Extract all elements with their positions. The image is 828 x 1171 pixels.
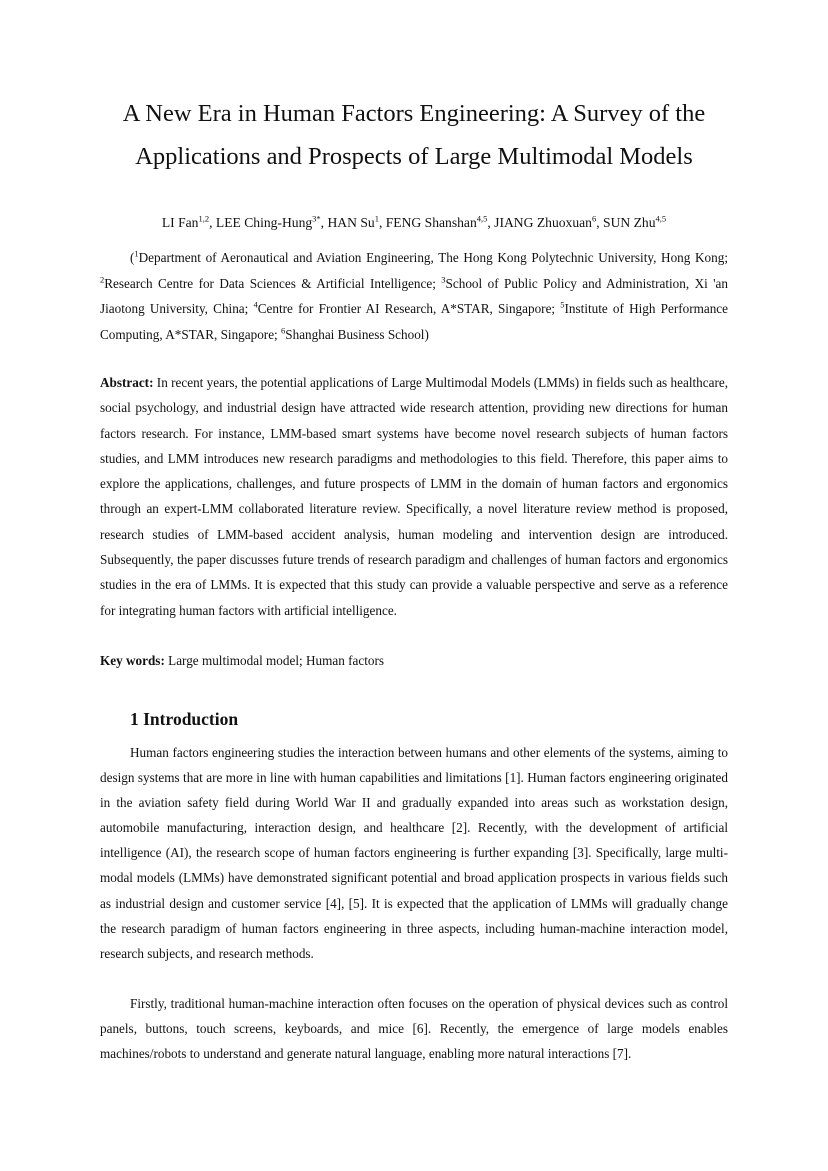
affiliation-mark: 1: [134, 248, 139, 259]
body-paragraph: Human factors engineering studies the interaction between humans and other elements of the systems, aiming to design systems that are more in line with human capabilities and limitations [1]. Human factors engineering originated in the aviation safety field during World War II and gradually expanded into areas such as workstation design, automobile manufacturing, interaction design, and healthcare [2]. Recently, with the development of artificial intelligence (AI), the research scope of human factors engineering is further expanding [3]. Specifically, large multi-modal models (LMMs) have demonstrated significant potential and broad application prospects in various fields such as industrial design and customer service [4], [5]. It is expected that the application of LMMs will gradually change the research paradigm of human factors engineering in three aspects, including human-machine interaction model, research subjects, and research methods.: [100, 745, 728, 961]
abstract-label: Abstract:: [100, 375, 154, 390]
author-name: JIANG Zhuoxuan: [494, 215, 592, 230]
author-name: HAN Su: [327, 215, 375, 230]
affiliation-open-paren: (: [130, 250, 135, 265]
author-affiliation-mark: 4,5: [655, 213, 667, 224]
body-paragraph: Firstly, traditional human-machine interaction often focuses on the operation of physical devices such as control panels, buttons, touch screens, keyboards, and mice [6]. Recently, the emergence of large models enables machines/robots to understand and generate natural language, enabling more natural interactions [7].: [100, 996, 728, 1062]
affiliation-mark: 2: [100, 274, 105, 285]
author-name: LI Fan: [161, 215, 199, 230]
affiliations: [100, 245, 728, 347]
affiliation-6: Shanghai Business School: [285, 326, 425, 342]
keywords: [100, 648, 728, 673]
keywords-label: Key words:: [100, 653, 165, 668]
section-heading: 1 Introduction: [130, 709, 239, 729]
affiliation-2: Research Centre for Data Sciences & Artificial Intelligence;: [104, 275, 442, 291]
paper-title: A New Era in Human Factors Engineering: A Survey of the Applications and Prospects of Large Multimodal Models: [122, 100, 706, 170]
author-affiliation-mark: 1,2: [198, 213, 210, 224]
affiliation-3: School of Public Policy and Administration, Xi 'an Jiaotong University, China;: [100, 275, 729, 316]
keywords-text: Large multimodal model; Human factors: [164, 653, 384, 668]
affiliation-mark: 5: [560, 299, 565, 310]
author-affiliation-mark: 1: [374, 213, 379, 224]
author-affiliation-mark: 3*: [312, 213, 321, 224]
abstract-text: In recent years, the potential applications of Large Multimodal Models (LMMs) in fields such as healthcare, social psychology, and industrial design have attracted wide research attention, providing new directions for human factors research. For instance, LMM-based smart systems have become novel research subjects of human factors studies, and LMM introduces new research paradigms and methodologies to this field. Therefore, this paper aims to explore the applications, challenges, and future prospects of LMM in the domain of human factors and ergonomics through an expert-LMM collaborated literature review. Specifically, a novel literature review method is proposed, research studies of LMM-based accident analysis, human modeling and intervention design are introduced. Subsequently, the paper discusses future trends of research paradigm and challenges of human factors and ergonomics studies in the era of LMMs. It is expected that this study can provide a valuable perspective and serve as a reference for integrating human factors with artificial intelligence.: [100, 375, 728, 618]
affiliation-mark: 6: [281, 325, 286, 336]
author-name: FENG Shanshan: [385, 215, 477, 230]
affiliation-4: Centre for Frontier AI Research, A*STAR, Singapore;: [257, 301, 561, 316]
author-name: SUN Zhu: [603, 215, 656, 230]
affiliation-mark: 3: [441, 274, 446, 285]
abstract: [100, 370, 728, 623]
affiliation-5: Institute of High Performance Computing, A*STAR, Singapore;: [100, 301, 729, 342]
affiliation-mark: 4: [253, 299, 258, 310]
author-affiliation-mark: 6: [591, 213, 597, 224]
affiliation-close-paren: ): [424, 326, 429, 342]
affiliation-1: Department of Aeronautical and Aviation Engineering, The Hong Kong Polytechnic University, Hong Kong;: [138, 250, 728, 265]
author-list: LI Fan$^{1,2}$, LEE Ching-Hung$^{3*}$, HAN Su$^1$, FENG Shanshan$^{4,5}$, JIANG Zhuoxuan$^6$, SUN Zhu$^{4,5}$: [161, 213, 667, 230]
author-name: LEE Ching-Hung: [215, 215, 313, 230]
author-affiliation-mark: 4,5: [476, 213, 488, 224]
